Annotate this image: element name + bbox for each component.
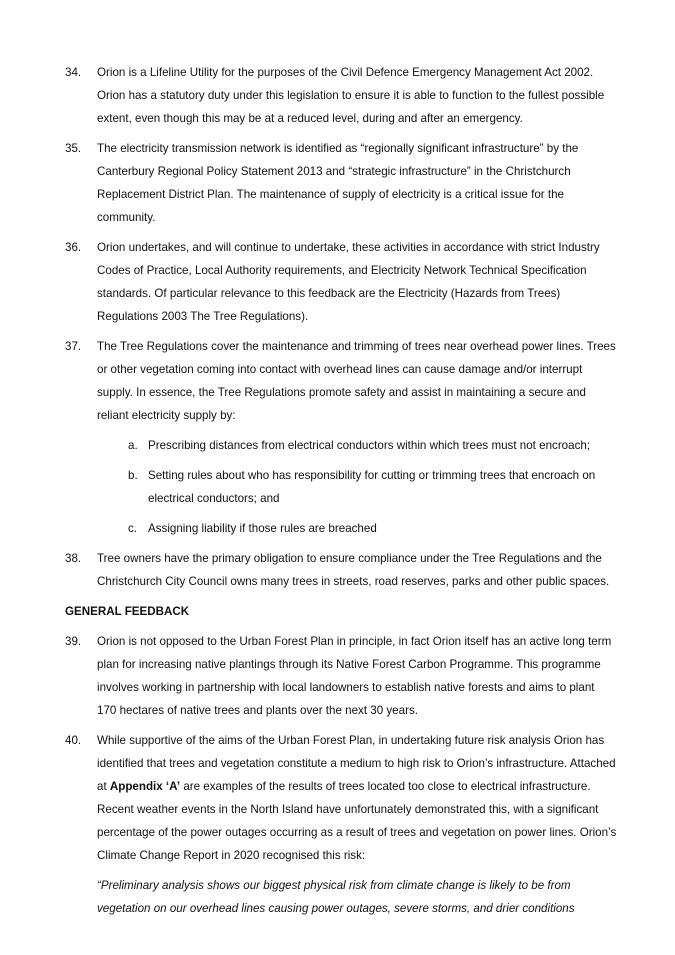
paragraph-34 — [65, 61, 617, 130]
sub-item-text: Setting rules about who has responsibility for cutting or trimming trees that encroach on electrical conductors; and — [148, 469, 596, 505]
paragraph-37 — [65, 335, 617, 427]
sub-item-text: Assigning liability if those rules are breached — [148, 522, 377, 535]
paragraph-number: 35. — [65, 142, 82, 155]
paragraph-text: The Tree Regulations cover the maintenance and trimming of trees near overhead power lines. Trees or other vegetation coming into contact with overhead lines can cause damage and/or interrupt supply. In essence, the Tree Regulations promote safety and assist in maintaining a secure and reliant electricity supply by: — [97, 340, 616, 422]
sub-item-label: a. — [128, 439, 138, 452]
paragraph-text-end: are examples of the results of trees located too close to electrical infrastructure. Recent weather events in the North Island have unfortunately demonstrated this, with a significant percentage of the power outages occurring as a result of trees and vegetation on power lines. Orion’s Climate Change Report in 2020 recognised this risk: — [97, 780, 617, 862]
paragraph-38 — [65, 547, 617, 593]
paragraph-text: Tree owners have the primary obligation to ensure compliance under the Tree Regulations and the Christchurch City Council owns many trees in streets, road reserves, parks and other public spaces. — [97, 552, 610, 588]
paragraph-text — [97, 729, 617, 867]
paragraph-number: 34. — [65, 66, 82, 79]
paragraph-36 — [65, 236, 617, 328]
paragraph-text: The electricity transmission network is identified as “regionally significant infrastructure” by the Canterbury Regional Policy Statement 2013 and “strategic infrastructure” in the Christchurch Replacement District Plan. The maintenance of supply of electricity is a critical issue for the community. — [97, 142, 579, 224]
quoted-text: “Preliminary analysis shows our biggest physical risk from climate change is likely to be from vegetation on our overhead lines causing power outages, severe storms, and drier conditions — [97, 879, 575, 915]
sub-item-b — [128, 464, 617, 510]
appendix-reference: Appendix ‘A’ — [109, 780, 181, 793]
paragraph-text-start: While supportive of the aims of the Urban Forest Plan, in undertaking future risk analysis Orion has identified that trees and vegetation constitute a medium to high risk to Orion’s infrastructure. Attached at — [97, 734, 616, 793]
paragraph-number: 39. — [65, 635, 82, 648]
paragraph-number: 38. — [65, 552, 82, 565]
paragraph-number: 36. — [65, 241, 82, 254]
paragraph-40 — [65, 729, 617, 867]
sub-item-a — [128, 434, 617, 457]
paragraph-text: Orion undertakes, and will continue to undertake, these activities in accordance with strict Industry Codes of Practice, Local Authority requirements, and Electricity Network Technical Specification standards. Of particular relevance to this feedback are the Electricity (Hazards from Trees) Regulations 2003 The Tree Regulations). — [97, 241, 600, 323]
sub-item-label: b. — [128, 469, 138, 482]
section-heading: GENERAL FEEDBACK — [65, 605, 190, 618]
paragraph-39 — [65, 630, 617, 722]
paragraph-35 — [65, 137, 617, 229]
paragraph-number: 37. — [65, 340, 82, 353]
paragraph-number: 40. — [65, 734, 82, 747]
paragraph-text: Orion is not opposed to the Urban Forest Plan in principle, in fact Orion itself has an active long term plan for increasing native plantings through its Native Forest Carbon Programme. This programme involves working in partnership with local landowners to establish native forests and aims to plant 170 hectares of native trees and plants over the next 30 years. — [97, 635, 612, 717]
sub-item-c — [128, 517, 617, 540]
paragraph-text: Orion is a Lifeline Utility for the purposes of the Civil Defence Emergency Management Act 2002. Orion has a statutory duty under this legislation to ensure it is able to function to the fullest possible extent, even though this may be at a reduced level, during and after an emergency. — [97, 66, 605, 125]
sub-item-text: Prescribing distances from electrical conductors within which trees must not encroach; — [148, 439, 591, 452]
sub-item-label: c. — [128, 522, 138, 535]
